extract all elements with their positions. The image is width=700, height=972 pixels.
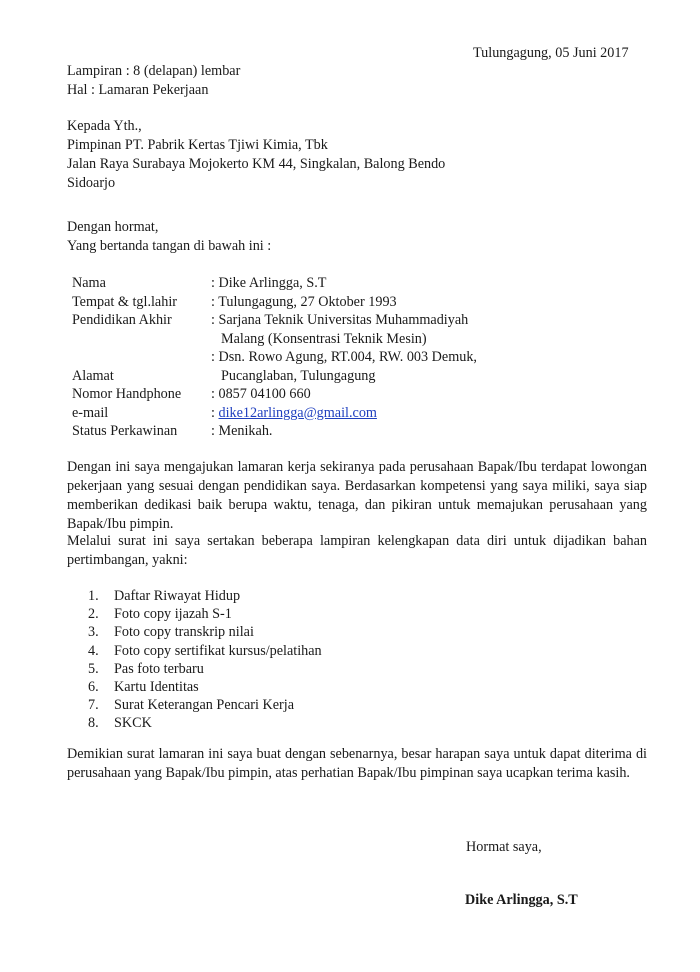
marital-value: : Menikah. bbox=[211, 423, 273, 439]
recipient-greeting: Kepada Yth., bbox=[67, 118, 142, 134]
recipient-address-line2: Sidoarjo bbox=[67, 175, 116, 191]
phone-value: : 0857 04100 660 bbox=[211, 386, 311, 402]
recipient-block bbox=[67, 117, 445, 193]
birth-label: Tempat & tgl.lahir bbox=[72, 293, 177, 310]
paragraph-application: Dengan ini saya mengajukan lamaran kerja sekiranya pada perusahaan Bapak/Ibu terdapat lowongan pekerjaan yang sesuai dengan pendidikan saya. Berdasarkan kompetensi yang saya miliki, saya siap memberikan dedikasi baik berupa waktu, tenaga, dan pikiran untuk memajukan perusahaan yang Bapak/Ibu pimpin. bbox=[67, 459, 647, 532]
recipient-address-line1: Jalan Raya Surabaya Mojokerto KM 44, Singkalan, Balong Bendo bbox=[67, 156, 446, 172]
address-label: Alamat bbox=[72, 367, 114, 384]
address-value-2: Pucanglaban, Tulungagung bbox=[221, 367, 376, 384]
hal-line: Hal : Lamaran Pekerjaan bbox=[67, 82, 209, 98]
address-value-1: : Dsn. Rowo Agung, RT.004, RW. 003 Demuk, bbox=[211, 349, 477, 365]
intro-line: Yang bertanda tangan di bawah ini : bbox=[67, 238, 272, 254]
list-item-number: 6. bbox=[88, 678, 99, 695]
list-item-text: Pas foto terbaru bbox=[114, 660, 204, 677]
list-item-number: 3. bbox=[88, 624, 99, 641]
name-value: : Dike Arlingga, S.T bbox=[211, 275, 327, 291]
letter-meta bbox=[67, 62, 240, 100]
list-item-text: Surat Keterangan Pencari Kerja bbox=[114, 697, 295, 714]
list-item-text: Foto copy sertifikat kursus/pelatihan bbox=[114, 642, 322, 659]
list-item-text: Foto copy transkrip nilai bbox=[114, 624, 254, 641]
list-item-text: SKCK bbox=[114, 715, 152, 732]
email-link[interactable]: dike12arlingga@gmail.com bbox=[218, 404, 377, 421]
email-value-wrapper bbox=[211, 404, 377, 423]
name-label: Nama bbox=[72, 275, 106, 291]
list-item-number: 2. bbox=[88, 606, 99, 623]
birth-value: : Tulungagung, 27 Oktober 1993 bbox=[211, 293, 397, 310]
paragraph-closing: Demikian surat lamaran ini saya buat dengan sebenarnya, besar harapan saya untuk dapat diterima di perusahaan yang Bapak/Ibu pimpin, atas perhatian Bapak/Ibu pimpinan saya ucapkan terima kasih. bbox=[67, 746, 647, 781]
email-label: e-mail bbox=[72, 404, 109, 421]
salutation: Dengan hormat, bbox=[67, 219, 159, 235]
list-item-number: 5. bbox=[88, 660, 99, 677]
list-item-text: Kartu Identitas bbox=[114, 678, 199, 695]
phone-label: Nomor Handphone bbox=[72, 386, 182, 402]
list-item-number: 7. bbox=[88, 697, 99, 714]
education-value-2: Malang (Konsentrasi Teknik Mesin) bbox=[221, 330, 427, 347]
place-date: Tulungagung, 05 Juni 2017 bbox=[473, 45, 629, 61]
paragraph-attachments-intro: Melalui surat ini saya sertakan beberapa lampiran kelengkapan data diri untuk dijadikan bahan pertimbangan, yakni: bbox=[67, 533, 647, 568]
marital-label: Status Perkawinan bbox=[72, 423, 178, 439]
email-colon: : bbox=[211, 404, 215, 421]
closing-salutation: Hormat saya, bbox=[466, 839, 542, 855]
list-item-number: 8. bbox=[88, 715, 99, 732]
lampiran-line: Lampiran : 8 (delapan) lembar bbox=[67, 63, 241, 79]
list-item-text: Foto copy ijazah S-1 bbox=[114, 606, 232, 623]
recipient-name: Pimpinan PT. Pabrik Kertas Tjiwi Kimia, Tbk bbox=[67, 137, 328, 153]
education-label: Pendidikan Akhir bbox=[72, 312, 172, 328]
education-value-1: : Sarjana Teknik Universitas Muhammadiyah bbox=[211, 312, 469, 328]
signature-name: Dike Arlingga, S.T bbox=[465, 892, 578, 908]
list-item-number: 1. bbox=[88, 588, 99, 604]
list-item-number: 4. bbox=[88, 642, 99, 659]
opening-block bbox=[67, 218, 271, 256]
list-item-text: Daftar Riwayat Hidup bbox=[114, 588, 241, 604]
